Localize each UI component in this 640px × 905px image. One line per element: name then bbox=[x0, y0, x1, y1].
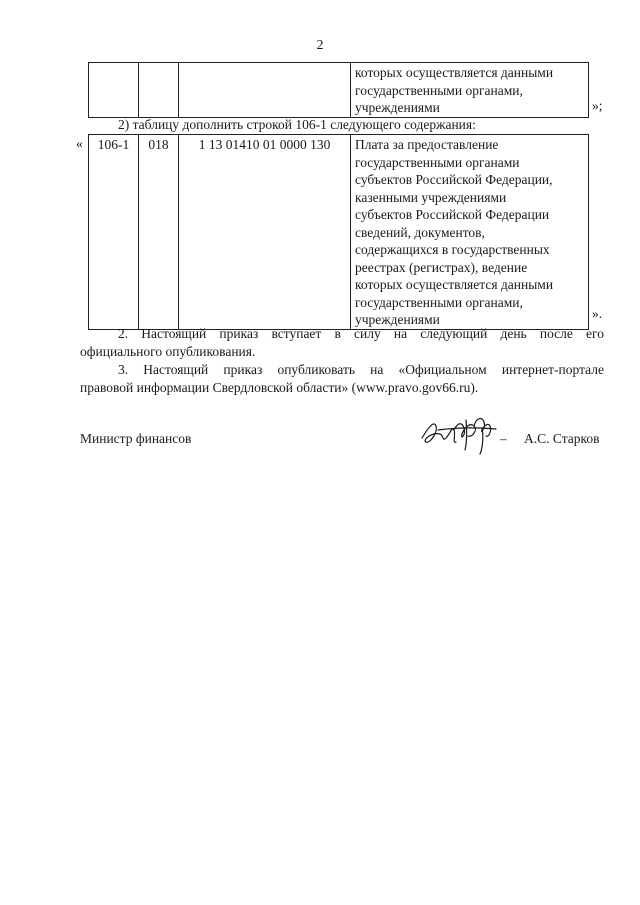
item-2-intro: 2) таблицу дополнить строкой 106-1 следующего содержания: bbox=[118, 117, 476, 132]
clause-3-line-1: 3. Настоящий приказ опубликовать на «Официальном интернет-портале bbox=[118, 362, 604, 377]
signatory-name: А.С. Старков bbox=[524, 431, 600, 446]
closing-quote-semicolon: »; bbox=[592, 98, 603, 113]
description-line: содержащихся в государственных bbox=[355, 242, 550, 257]
table-cell-description bbox=[351, 63, 589, 118]
table-cell-kbk-code: 1 13 01410 01 0000 130 bbox=[179, 135, 351, 330]
clause-3-line-2: правовой информации Свердловской области» (www.pravo.gov66.ru). bbox=[80, 380, 479, 395]
description-line: реестрах (регистрах), ведение bbox=[355, 259, 528, 275]
description-line: учреждениями bbox=[355, 312, 440, 327]
table-cell-admin-code bbox=[139, 63, 179, 118]
table-cell-kbk-code bbox=[179, 63, 351, 118]
description-line: субъектов Российской Федерации bbox=[355, 207, 550, 222]
description-line: которых осуществляется данными bbox=[355, 277, 554, 292]
closing-quote-period: ». bbox=[592, 306, 603, 321]
signatory-position: Министр финансов bbox=[80, 431, 192, 446]
table-row bbox=[89, 63, 589, 118]
description-line: государственными органами, bbox=[355, 82, 523, 98]
description-line: казенными учреждениями bbox=[355, 189, 507, 205]
description-line: государственными органами bbox=[355, 154, 520, 170]
description-line: субъектов Российской Федерации, bbox=[355, 172, 553, 187]
description-line: которых осуществляется данными bbox=[355, 65, 554, 80]
description-line: Плата за предоставление bbox=[355, 137, 499, 152]
table-new-row bbox=[88, 134, 589, 330]
page-number: 2 bbox=[316, 38, 324, 53]
signature-dash: – bbox=[500, 431, 507, 446]
description-line: учреждениями bbox=[355, 100, 440, 115]
clause-2-line-2: официального опубликования. bbox=[80, 344, 256, 359]
clause-2-line-1: 2. Настоящий приказ вступает в силу на следующий день после его bbox=[118, 326, 604, 341]
table-continued-fragment bbox=[88, 62, 589, 118]
table-cell-admin-code: 018 bbox=[139, 135, 179, 330]
table-cell-number bbox=[89, 63, 139, 118]
description-line: сведений, документов, bbox=[355, 224, 485, 240]
table-cell-description bbox=[351, 135, 589, 330]
table-cell-number: 106-1 bbox=[89, 135, 139, 330]
opening-quote: « bbox=[76, 136, 83, 151]
description-line: государственными органами, bbox=[355, 294, 523, 310]
table-row bbox=[89, 135, 589, 330]
